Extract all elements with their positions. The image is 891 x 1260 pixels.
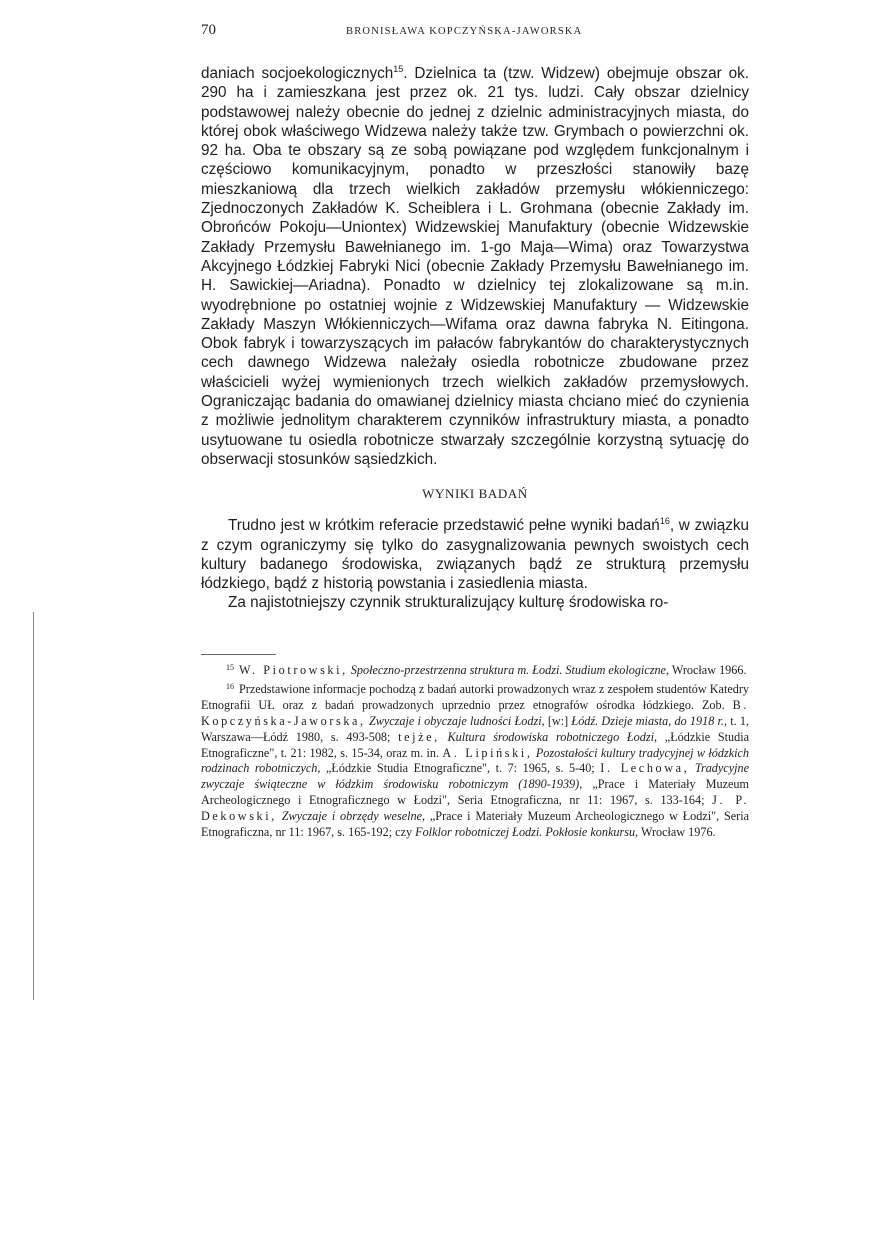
paragraph: Za najistotniejszy czynnik strukturalizujący kulturę środowiska ro- <box>228 594 669 612</box>
text-span: [w:] <box>547 713 569 728</box>
footnote-ref: 15 <box>393 64 404 74</box>
text-span: „Łódzkie Studia Etnograficzne", t. 7: 1965, s. 5-40; <box>326 761 595 776</box>
author: J. P. Dekowski, <box>201 793 750 824</box>
text-span: Wrocław 1966. <box>671 663 747 677</box>
title: Zwyczaje i obyczaje ludności Łodzi, <box>368 713 545 728</box>
title: Pozostałości kultury tradycyjnej w łódzkich rodzinach robotniczych, <box>201 745 750 776</box>
paragraph <box>201 64 749 469</box>
title: Kultura środowiska robotniczego Łodzi, <box>447 729 658 744</box>
scan-edge-line <box>33 612 34 1000</box>
footnote-15 <box>201 660 749 679</box>
text-span: daniach socjoekologicznych <box>201 65 394 82</box>
footnote-ref: 16 <box>659 516 670 527</box>
section-heading: WYNIKI BADAŃ <box>422 486 528 502</box>
running-head: BRONISŁAWA KOPCZYŃSKA-JAWORSKA <box>346 26 583 37</box>
title: Społeczno-przestrzenna struktura m. Łodzi. Studium ekologiczne, <box>350 663 670 677</box>
title: Tradycyjne zwyczaje świąteczne w łódzkim środowisku robotniczym (1890-1939), <box>201 761 749 792</box>
author: tejże, <box>398 729 440 744</box>
text-span: t. 1, Warszawa—Łódź 1980, s. 493-508; <box>201 713 750 744</box>
page-header <box>201 22 749 42</box>
text-span: . Dzielnica ta (tzw. Widzew) obejmuje obszar ok. 290 ha i zamieszkana jest przez ok. 21 tys. ludzi. Cały obszar dzielnicy podstawowej należy obecnie do jednej z dzielnic administracyjnych miasta, do której obok właściwego Widzewa należy także tzw. Grymbach o powierzchni ok. 92 ha. Oba te obszary są ze sobą powiązane pod względem funkcjonalnym i częściowo komunikacyjnym, ponadto w przeszłości stanowiły bazę mieszkaniową dla trzech wielkich zakładów przemysłu włókienniczego: Zjednoczonych Zakładów K. Scheiblera i L. Grohmana (obecnie Zakłady im. Obrońców Pokoju—Uniontex) Widzewskiej Manufaktury (obecnie Widzewskie Zakłady Przemysłu Bawełnianego im. 1-go Maja—Wima) oraz Towarzystwa Akcyjnego Łódzkiej Fabryki Nici (obecnie Zakłady Przemysłu Bawełnianego im. H. Sawickiej—Ariadna). Ponadto w dzielnicy tej zlokalizowane są m.in. wyodrębnione po ostatniej wojnie z Widzewskiej Manufaktury — Widzewskie Zakłady Maszyn Włókienniczych—Wifama oraz dawna fabryka N. Eitingona. Obok fabryk i towarzyszących im pałaców fabrykantów do charakterystycznych cech dawnego Widzewa należały osiedla robotnicze zbudowane przez właścicieli wyżej wymienionych trzech wielkich zakładów przemysłowych. Ograniczając badania do omawianej dzielnicy miasta chciano mieć do czynienia z możliwie jednolitym charakterem czynników infrastruktury miasta, a ponadto usytuowane tu osiedla robotnicze stwarzały szczególnie korzystną sytuację do obserwacji stosunków sąsiedzkich. <box>201 65 749 468</box>
text-span: Trudno jest w krótkim referacie przedstawić pełne wyniki badań <box>228 517 660 535</box>
author: I. Lechowa, <box>600 761 690 776</box>
text-span: Przedstawione informacje pochodzą z badań autorki prowadzonych wraz z zespołem studentów Katedry Etnografii UŁ oraz z badań prowadzonych uprzednio przez etnografów ośrodka łódzkiego. Zob. <box>201 681 749 712</box>
footnote-mark: 16 <box>226 681 234 691</box>
page-number: 70 <box>201 22 216 38</box>
title: Łódź. Dzieje miasta, do 1918 r., <box>571 713 728 728</box>
paragraph <box>201 516 749 593</box>
text-span: „Łódzkie Studia Etnograficzne", t. 21: 1982, s. 15-34, oraz m. in. <box>201 729 749 760</box>
footnote-divider <box>201 654 276 655</box>
body-text <box>201 64 749 613</box>
footnotes <box>201 660 749 841</box>
footnote-mark: 15 <box>226 663 234 672</box>
text-span: , w związku z czym ograniczymy się tylko do zasygnalizowania pewnych swoistych cech kultury badanego środowiska, związanych bądź ze strukturą przemysłu łódzkiego, bądź z historią powstania i zasiedlenia miasta. <box>201 517 749 593</box>
text-span: Wrocław 1976. <box>640 825 716 840</box>
title: Zwyczaje i obrzędy weselne, <box>281 809 426 824</box>
footnote-16 <box>201 679 749 841</box>
title: Folklor robotniczej Łodzi. Pokłosie konkursu, <box>415 825 639 840</box>
author: A. Lipiński, <box>442 745 533 760</box>
author: B. Kopczyńska-Jaworska, <box>201 697 749 728</box>
text-span: „Prace i Materiały Muzeum Archeologicznego w Łodzi", Seria Etnograficzna, nr 11: 1967, s. 165-192; czy <box>201 809 750 840</box>
author: W. Piotrowski, <box>239 663 348 677</box>
text-span: „Prace i Materiały Muzeum Archeologicznego i Etnograficznego w Łodzi", Seria Etnograficzna, nr 11: 1967, s. 133-164; <box>201 777 749 808</box>
